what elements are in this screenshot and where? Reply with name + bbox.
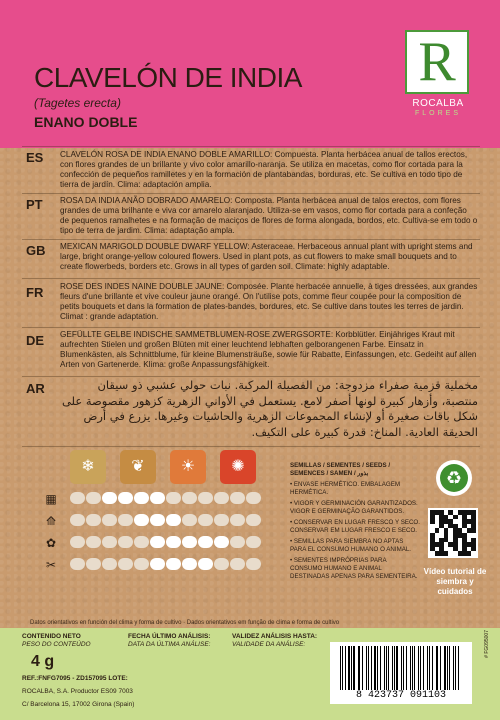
cut-icon: ✂ bbox=[45, 558, 57, 572]
month-dot bbox=[118, 536, 133, 548]
description-pt: ROSA DA INDIA ANÃO DOBRADO AMARELO: Composta. Planta herbácea anual de talos erectos, com flores grandes de uma brilhante e viva cor amarelo alaranjado. Utiliza-se em vasos, como flor cortada para a confeção de pequenos ramalhetes e na formação de maciços de flores de forma alongada, bordos, etc. Cultiva-se em todo o tipo de terra de jardim. Clima: adaptação ampla. bbox=[60, 196, 478, 235]
divider bbox=[22, 278, 480, 279]
month-dot bbox=[118, 514, 133, 526]
producer-address: C/ Barcelona 15, 17002 Girona (Spain) bbox=[22, 701, 135, 708]
calendar-row bbox=[70, 492, 266, 506]
analysis-validity-sub: VALIDADE DA ANÁLISE: bbox=[232, 641, 306, 648]
lang-code-pt: PT bbox=[26, 197, 43, 212]
flower-icon: ✿ bbox=[45, 536, 57, 550]
month-dot bbox=[246, 536, 261, 548]
legend-item: • ENVASE HERMÉTICO. EMBALAGEM HERMÉTICA. bbox=[290, 481, 401, 496]
calendar-row bbox=[70, 514, 266, 528]
analysis-date-sub: DATA DA ÚLTIMA ANÁLISE: bbox=[128, 641, 211, 648]
brand-subline: FLORES bbox=[414, 110, 461, 117]
variety-name: ENANO DOBLE bbox=[34, 114, 138, 130]
snowflake-icon: ❄ bbox=[70, 450, 106, 484]
active-month-dot bbox=[166, 558, 181, 570]
divider bbox=[22, 446, 480, 447]
month-dot bbox=[198, 514, 213, 526]
month-dot bbox=[230, 492, 245, 504]
active-month-dot bbox=[182, 558, 197, 570]
active-month-dot bbox=[214, 536, 229, 548]
lang-code-fr: FR bbox=[26, 285, 44, 300]
divider bbox=[22, 239, 480, 240]
product-title: CLAVELÓN DE INDIA bbox=[34, 62, 302, 93]
recycle-icon: ♻ bbox=[436, 460, 472, 496]
logo-mark bbox=[405, 30, 469, 94]
month-dot bbox=[70, 536, 85, 548]
sun-icon: ☀ bbox=[170, 450, 206, 484]
producer-info: ROCALBA, S.A. Productor ES09 7003 bbox=[22, 688, 133, 695]
net-content-value: 4 g bbox=[31, 653, 55, 670]
month-dot bbox=[118, 558, 133, 570]
month-dot bbox=[214, 514, 229, 526]
barcode-number: 8 423737 091103 bbox=[355, 690, 446, 701]
brand-logo bbox=[398, 30, 482, 124]
seed-legend bbox=[290, 462, 420, 581]
lang-code-gb: GB bbox=[26, 243, 46, 258]
qr-code[interactable] bbox=[428, 508, 478, 558]
active-month-dot bbox=[150, 514, 165, 526]
month-dot bbox=[102, 558, 117, 570]
month-dot bbox=[134, 558, 149, 570]
active-month-dot bbox=[150, 492, 165, 504]
month-dot bbox=[102, 514, 117, 526]
legend-item: • VIGOR Y GERMINACIÓN GARANTIZADOS. VIGOR E GERMINAÇÃO GARANTIDOS. bbox=[290, 500, 418, 515]
barcode bbox=[330, 642, 472, 704]
active-month-dot bbox=[134, 492, 149, 504]
active-month-dot bbox=[166, 514, 181, 526]
legend-item: • SEMILLAS PARA SIEMBRA NO APTAS PARA EL CONSUMO HUMANO O ANIMAL. bbox=[290, 538, 412, 553]
month-dot bbox=[246, 558, 261, 570]
active-month-dot bbox=[118, 492, 133, 504]
month-dot bbox=[86, 514, 101, 526]
transplant-icon: ⟰ bbox=[45, 514, 57, 528]
latin-name: (Tagetes erecta) bbox=[34, 96, 121, 110]
month-dot bbox=[86, 536, 101, 548]
month-dot bbox=[86, 492, 101, 504]
month-dot bbox=[230, 514, 245, 526]
active-month-dot bbox=[198, 536, 213, 548]
divider bbox=[22, 327, 480, 328]
active-month-dot bbox=[182, 536, 197, 548]
description-fr: ROSE DES INDES NAINE DOUBLE JAUNE: Composée. Plante herbacée annuelle, à tiges dressées, aux grandes fleurs d'une brillante et vive couleur jaune orangé. On l'utilise pots, comme fleur coupée pour la composition de petits bouquets et dans la formation de plates-bandes, bordures, etc. Se cultive dans toutes les terres de jardin. Climat : grande adaptation. bbox=[60, 282, 478, 321]
calendar-row bbox=[70, 536, 266, 550]
video-tutorial-label: Vídeo tutorial de siembra y cuidados bbox=[423, 567, 487, 596]
month-dot bbox=[70, 492, 85, 504]
analysis-date-label: FECHA ÚLTIMO ANÁLISIS: bbox=[128, 633, 211, 640]
month-dot bbox=[102, 536, 117, 548]
vertical-code: # FG095007 bbox=[484, 630, 490, 658]
lang-code-ar: AR bbox=[26, 381, 45, 396]
lang-code-de: DE bbox=[26, 333, 45, 348]
month-dot bbox=[70, 558, 85, 570]
divider bbox=[22, 146, 480, 147]
month-dot bbox=[214, 558, 229, 570]
month-dot bbox=[246, 514, 261, 526]
month-dot bbox=[246, 492, 261, 504]
net-content-label: CONTENIDO NETO bbox=[22, 633, 81, 640]
legend-item: • CONSERVAR EN LUGAR FRESCO Y SECO. CONSERVAR EM LUGAR FRESCO E SECO. bbox=[290, 519, 420, 534]
brand-name: ROCALBA bbox=[412, 98, 464, 109]
calendar-footnote: Datos orientativos en función del clima y forma de cultivo · Dados orientativos em função de clima e forma de cultivo bbox=[30, 620, 340, 626]
analysis-validity-label: VALIDEZ ANÁLISIS HASTA: bbox=[232, 633, 318, 640]
month-dot bbox=[182, 514, 197, 526]
reference-code: REF.:FNFG7095 - ZD157095 LOTE: bbox=[22, 675, 128, 682]
divider bbox=[22, 193, 480, 194]
description-de: GEFÜLLTE GELBE INDISCHE SAMMETBLUMEN-ROSE ZWERGSORTE: Korbblütler. Einjähriges Kraut mit aufrechten Stielen und großen Blüten mit einer leuchtend lebhaften gelborangenen Farbe. Einsatz in Blumenkästen, als Schnittblume, für kleine Blumensträuße, sowie für Rabatte, Einfassungen, etc. Gedeiht auf allen Arten von Gartenerde. Klima: große Anpassungsfähigkeit. bbox=[60, 330, 477, 369]
month-dot bbox=[166, 492, 181, 504]
month-dot bbox=[182, 492, 197, 504]
description-ar: مخملية قزمية صفراء مزدوجة: من الفصيلة المركبة. نبات حولي عشبي ذو سيقان منتصبة، وأزهار كبيرة لونها أصفر لامع. يستعمل في الأواني الزهرية كزهور مقصوصة على شكل باقات صغيرة أو لإنشاء المجموعات الزهرية والحاشيات وغيرها. يزرع في أرض الحديقة العادية. المناخ: قدرة كبيرة على التكيف. bbox=[61, 378, 478, 439]
net-content-sub: PESO DO CONTEÚDO bbox=[22, 641, 91, 648]
maple-leaf-icon: ✺ bbox=[220, 450, 256, 484]
barcode-bars bbox=[340, 646, 462, 690]
active-month-dot bbox=[102, 492, 117, 504]
divider bbox=[22, 376, 480, 377]
active-month-dot bbox=[150, 558, 165, 570]
legend-item: • SEMENTES IMPRÓPRIAS PARA CONSUMO HUMANO E ANIMAL DESTINADAS APENAS PARA SEMENTEIRA. bbox=[290, 557, 418, 580]
sowing-calendar bbox=[22, 450, 274, 602]
description-es: CLAVELÓN ROSA DE INDIA ENANO DOBLE AMARILLO: Compuesta. Planta herbácea anual de tallos erectos, con flores grandes de un brillante y vivo color amarillo-naranja. Se utiliza en macetas, como flor cortada para la confección de pequeños ramilletes y en la formación de plantabandas, borduras, etc. Se cultiva en todo tipo de tierra de jardín. Clima: adaptación amplia. bbox=[60, 150, 468, 189]
seed-tray-icon: ▦ bbox=[45, 492, 57, 506]
description-gb: MEXICAN MARIGOLD DOUBLE DWARF YELLOW: Asteraceae. Herbaceous annual plant with upright stems and large, bright orange-yellow coloured flowers. Used in plant pots, as cut flowers to make small bouquets and to create flowerbeds, borders etc. Grows in all types of garden soil. Climate: highly adaptable. bbox=[60, 242, 473, 271]
active-month-dot bbox=[134, 514, 149, 526]
month-dot bbox=[70, 514, 85, 526]
active-month-dot bbox=[166, 536, 181, 548]
calendar-row bbox=[70, 558, 266, 572]
month-dot bbox=[230, 558, 245, 570]
legend-heading: SEMILLAS / SEMENTES / SEEDS / SEMENCES / SAMEN / بذور bbox=[290, 462, 391, 477]
leaf-icon: ❦ bbox=[120, 450, 156, 484]
month-dot bbox=[134, 536, 149, 548]
logo-letter: R bbox=[418, 31, 456, 93]
active-month-dot bbox=[198, 558, 213, 570]
month-dot bbox=[198, 492, 213, 504]
lang-code-es: ES bbox=[26, 150, 44, 165]
month-dot bbox=[214, 492, 229, 504]
active-month-dot bbox=[150, 536, 165, 548]
month-dot bbox=[230, 536, 245, 548]
month-dot bbox=[86, 558, 101, 570]
